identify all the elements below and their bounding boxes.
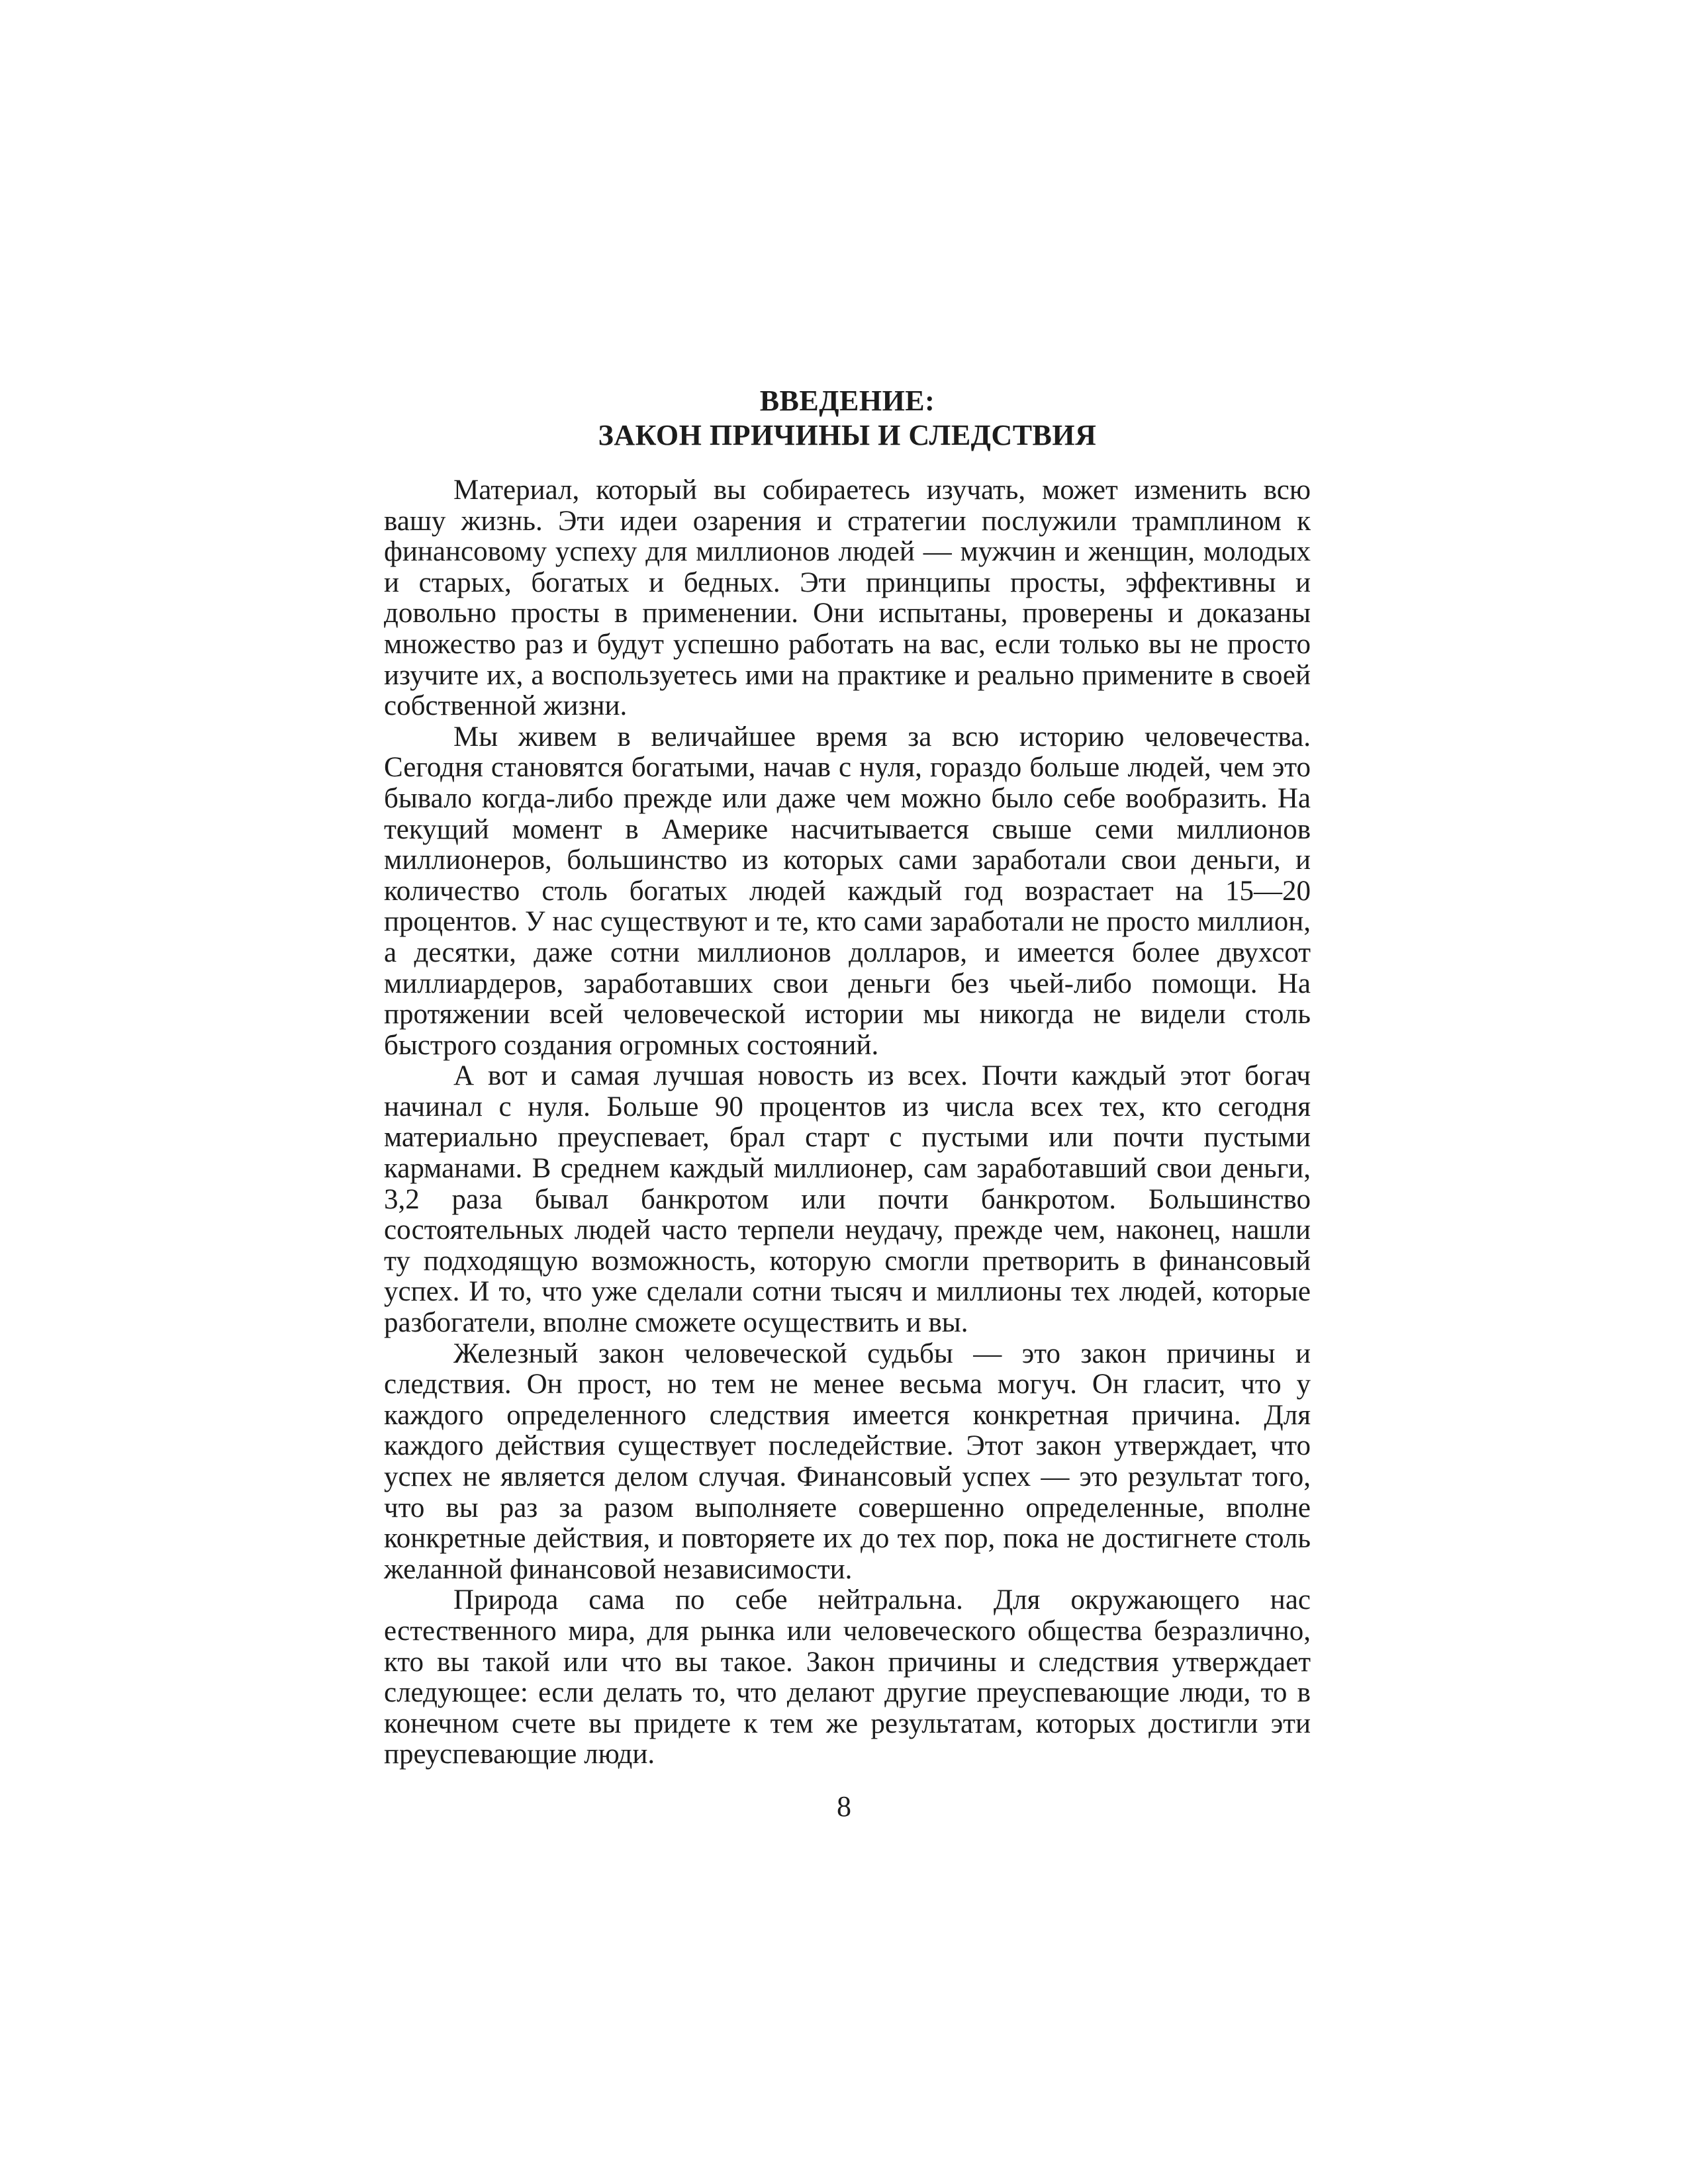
paragraph: Материал, который вы собираетесь изучать, может изменить всю вашу жизнь. Эти идеи озарения и стратегии послужили трамплином к финансовому успеху для миллионов людей — мужчин и женщин, молодых и старых, богатых и бедных. Эти принципы просты, эффективны и довольно просты в применении. Они испытаны, проверены и доказаны множество раз и будут успешно работать на вас, если только вы не просто изучите их, а воспользуетесь ими на практике и реально примените в своей собственной жизни. bbox=[384, 475, 1311, 722]
paragraph: Мы живем в величайшее время за всю историю человечества. Сегодня становятся богатыми, начав с нуля, гораздо больше людей, чем это бывало когда-либо прежде или даже чем можно было себе вообразить. На текущий момент в Америке насчитывается свыше семи миллионов миллионеров, большинство из которых сами заработали свои деньги, и количество столь богатых людей каждый год возрастает на 15—20 процентов. У нас существуют и те, кто сами заработали не просто миллион, а десятки, даже сотни миллионов долларов, и имеется более двухсот миллиардеров, заработавших свои деньги без чьей-либо помощи. На протяжении всей человеческой истории мы никогда не видели столь быстрого создания огромных состояний. bbox=[384, 721, 1311, 1061]
paragraph: Природа сама по себе нейтральна. Для окружающего нас естественного мира, для рынка или человеческого общества безразлично, кто вы такой или что вы такое. Закон причины и следствия утверждает следующее: если делать то, что делают другие преуспевающие люди, то в конечном счете вы придете к тем же результатам, которых достигли эти преуспевающие люди. bbox=[384, 1584, 1311, 1770]
chapter-title-line-1: ВВЕДЕНИЕ: bbox=[759, 385, 935, 417]
body-text bbox=[384, 475, 1311, 1770]
paragraph: А вот и самая лучшая новость из всех. Почти каждый этот богач начинал с нуля. Больше 90 процентов из числа всех тех, кто сегодня материально преуспевает, брал старт с пустыми или почти пустыми карманами. В среднем каждый миллионер, сам заработавший свои деньги, 3,2 раза бывал банкротом или почти банкротом. Большинство состоятельных людей часто терпели неудачу, прежде чем, наконец, нашли ту подходящую возможность, которую смогли претворить в финансовый успех. И то, что уже сделали сотни тысяч и миллионы тех людей, которые разбогатели, вполне сможете осуществить и вы. bbox=[384, 1060, 1311, 1339]
page-number: 8 bbox=[837, 1790, 851, 1823]
chapter-title-line-2: ЗАКОН ПРИЧИНЫ И СЛЕДСТВИЯ bbox=[598, 419, 1097, 451]
paragraph: Железный закон человеческой судьбы — это закон причины и следствия. Он прост, но тем не менее весьма могуч. Он гласит, что у каждого определенного следствия имеется конкретная причина. Для каждого действия существует последействие. Этот закон утверждает, что успех не является делом случая. Финансовый успех — это результат того, что вы раз за разом выполняете совершенно определенные, вполне конкретные действия, и повторяете их до тех пор, пока не достигнете столь желанной финансовой независимости. bbox=[384, 1338, 1311, 1585]
chapter-heading bbox=[384, 384, 1311, 453]
